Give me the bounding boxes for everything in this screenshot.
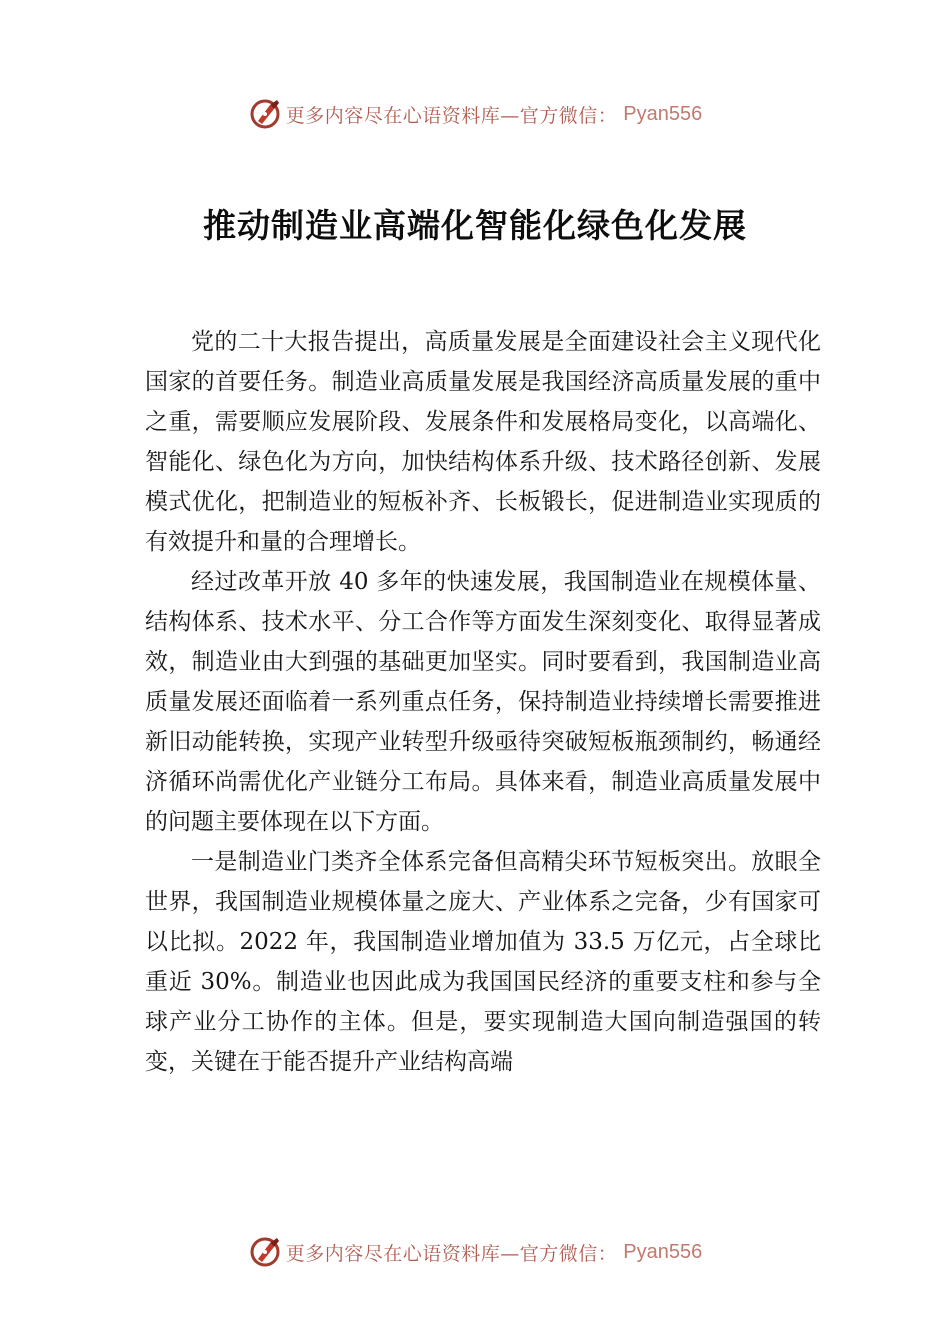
pen-nib-logo-icon (248, 97, 282, 131)
header-banner-text: 更多内容尽在心语资料库—官方微信： (285, 104, 618, 127)
paragraph-1: 党的二十大报告提出，高质量发展是全面建设社会主义现代化国家的首要任务。制造业高质量发展是我国经济高质量发展的重中之重，需要顺应发展阶段、发展条件和发展格局变化，以高端化、智能化、绿色化为方向，加快结构体系升级、技术路径创新、发展模式优化，把制造业的短板补齐、长板锻长，促进制造业实现质的有效提升和量的合理增长。 (145, 329, 821, 555)
document-title: 推动制造业高端化智能化绿色化发展 (203, 206, 747, 245)
paragraph-3: 一是制造业门类齐全体系完备但高精尖环节短板突出。放眼全世界，我国制造业规模体量之庞大、产业体系之完备，少有国家可以比拟。2022 年，我国制造业增加值为 33.5 万亿元，占全球比重近 30%。制造业也因此成为我国国民经济的重要支柱和参与全球产业分工协作的主体。但是，要实现制造大国向制造强国的转变，关键在于能否提升产业结构高端 (145, 849, 821, 1075)
footer-banner-text: 更多内容尽在心语资料库—官方微信： (285, 1242, 618, 1265)
pen-nib-logo-icon (248, 1235, 282, 1269)
header-banner (0, 94, 950, 134)
article-body (145, 322, 821, 1082)
header-wechat-id: Pyan556 (623, 102, 703, 125)
footer-banner (0, 1232, 950, 1272)
footer-wechat-id: Pyan556 (623, 1240, 703, 1263)
paragraph-2: 经过改革开放 40 多年的快速发展，我国制造业在规模体量、结构体系、技术水平、分工合作等方面发生深刻变化、取得显著成效，制造业由大到强的基础更加坚实。同时要看到，我国制造业高质量发展还面临着一系列重点任务，保持制造业持续增长需要推进新旧动能转换，实现产业转型升级亟待突破短板瓶颈制约，畅通经济循环尚需优化产业链分工布局。具体来看，制造业高质量发展中的问题主要体现在以下方面。 (145, 569, 821, 835)
